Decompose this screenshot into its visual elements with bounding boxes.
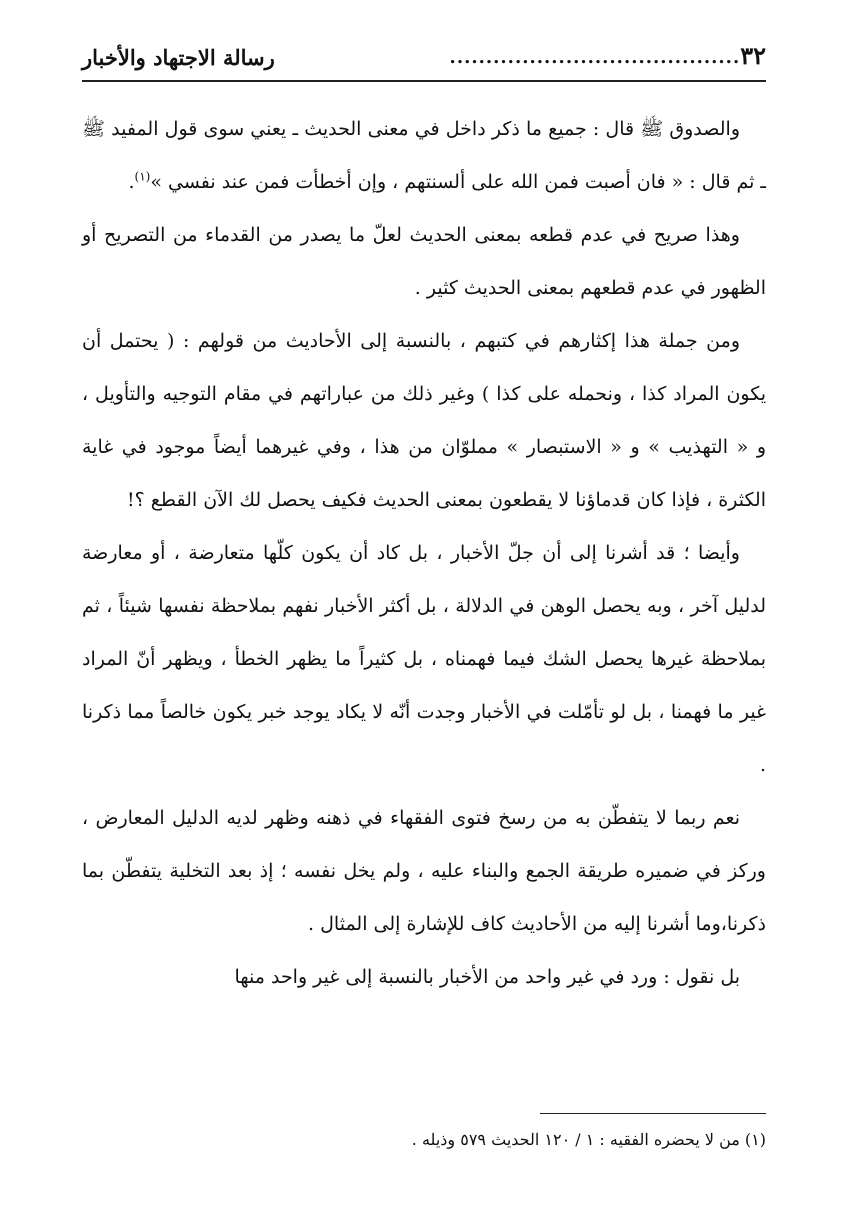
footnote-marker: (١): [134, 169, 151, 184]
paragraph: بل نقول : ورد في غير واحد من الأخبار بالنسبة إلى غير واحد منها: [234, 966, 740, 988]
footnote-divider: [540, 1113, 766, 1114]
footnote: (١) من لا يحضره الفقيه : ١ / ١٢٠ الحديث ٥٧٩ وذيله .: [411, 1130, 766, 1149]
running-header: [82, 28, 766, 82]
paragraph: وهذا صريح في عدم قطعه بمعنى الحديث لعلّ ما يصدر من القدماء من التصريح أو الظهور في عدم قطعهم بمعنى الحديث كثير .: [82, 224, 766, 299]
paragraph: ومن جملة هذا إكثارهم في كتبهم ، بالنسبة إلى الأحاديث من قولهم : ( يحتمل أن يكون المراد كذا ، ونحمله على كذا ) وغير ذلك من عباراتهم في مقام التوجيه والتأويل ، و « التهذيب » و « الاستبصار » مملوّان من هذا ، وفي غيرهما أيضاً موجود في غاية الكثرة ، فإذا كان قدماؤنا لا يقطعون بمعنى الحديث فكيف يحصل لك الآن القطع ؟!: [82, 330, 766, 511]
paragraph: نعم ربما لا يتفطّن به من رسخ فتوى الفقهاء في ذهنه وظهر لديه الدليل المعارض ، وركز في ضميره طريقة الجمع والبناء عليه ، ولم يخل نفسه ؛ إذ بعد التخلية يتفطّن بما ذكرنا،وما أشرنا إليه من الأحاديث كاف للإشارة إلى المثال .: [82, 807, 766, 935]
page-number: ٣٢: [740, 41, 766, 70]
running-title: رسالة الاجتهاد والأخبار: [82, 45, 275, 70]
paragraph-text: والصدوق ﷺ قال : جميع ما ذكر داخل في معنى الحديث ـ يعني سوى قول المفيد ﷺ ـ ثم قال : « فان أصبت فمن الله على ألسنتهم ، وإن أخطأت فمن عند نفسي »: [82, 118, 766, 193]
paragraph: والصدوق ﷺ قال : جميع ما ذكر داخل في معنى الحديث ـ يعني سوى قول المفيد ﷺ ـ ثم قال : « فان أصبت فمن الله على ألسنتهم ، وإن أخطأت فمن عند نفسي »$^{(١)}$.: [82, 118, 766, 193]
main-text: [82, 103, 766, 1004]
paragraph: وأيضا ؛ قد أشرنا إلى أن جلّ الأخبار ، بل كاد أن يكون كلّها متعارضة ، أو معارضة لدليل آخر ، وبه يحصل الوهن في الدلالة ، بل أكثر الأخبار نفهم بملاحظة نفسها شيئاً ، ثم بملاحظة غيرها يحصل الشك فيما فهمناه ، بل كثيراً ما يظهر الخطأ ، ويظهر أنّ المراد غير ما فهمنا ، بل لو تأمّلت في الأخبار وجدت أنّه لا يكاد يوجد خبر يكون خالصاً مما ذكرنا .: [82, 542, 766, 776]
header-leader-dots: ........................................: [449, 47, 741, 68]
